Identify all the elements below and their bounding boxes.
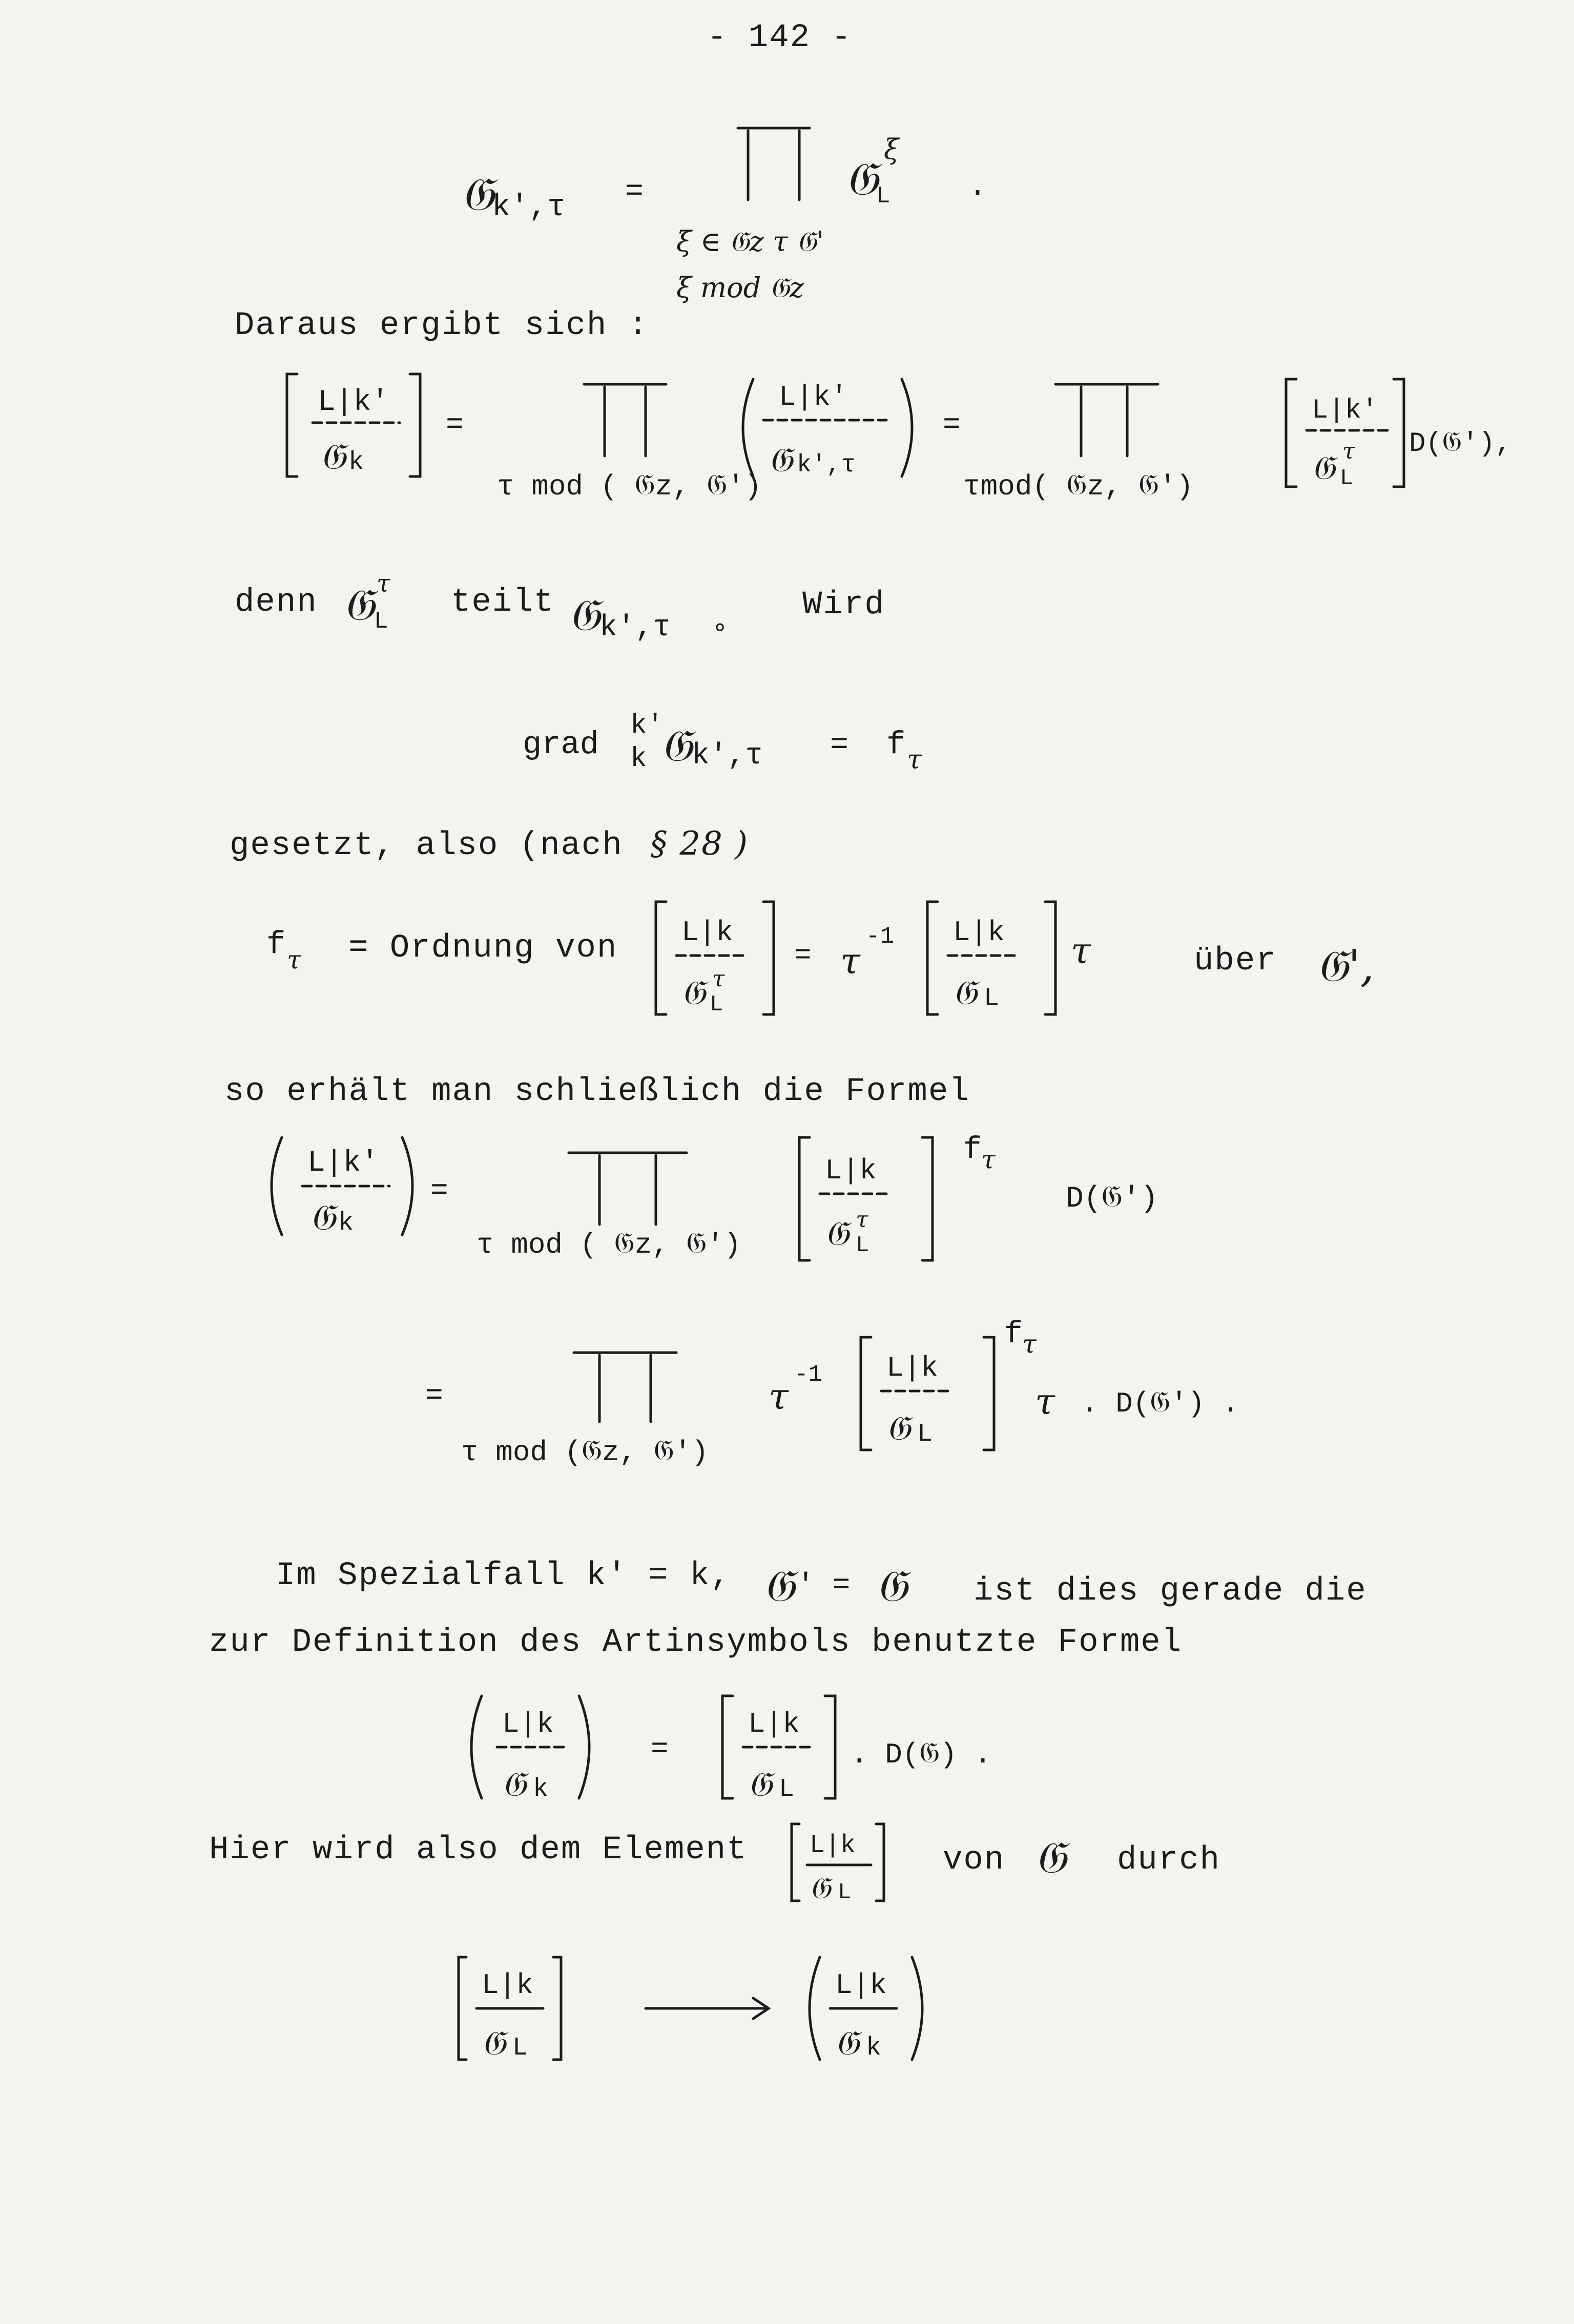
svg-text:τ mod ( 𝔊z, 𝔊'): τ mod ( 𝔊z, 𝔊') [477, 1229, 741, 1261]
svg-text:𝔊: 𝔊 [482, 2023, 506, 2063]
text-ist-dies: ist dies gerade die [974, 1573, 1367, 1610]
svg-text:𝔊: 𝔊 [748, 1765, 772, 1804]
svg-text:k: k [338, 1209, 354, 1238]
svg-text:=: = [430, 1175, 448, 1208]
formula-g-L-tau [338, 564, 441, 646]
formula-artin-decomposition [277, 359, 1558, 543]
svg-text:τ: τ [856, 1207, 868, 1233]
formula-G-eq [758, 1552, 953, 1624]
text-hier-wird: Hier wird also dem Element [209, 1832, 748, 1869]
svg-text:τ: τ [287, 945, 301, 974]
svg-text:L: L [779, 1775, 795, 1804]
svg-text:k: k [630, 743, 647, 775]
text-so-erhaelt: so erhält man schließlich die Formel [224, 1073, 970, 1110]
svg-text:𝔊: 𝔊 [320, 435, 346, 478]
svg-text:ξ mod 𝔊z: ξ mod 𝔊z [676, 272, 804, 304]
svg-text:L|k: L|k [748, 1708, 800, 1740]
svg-text:𝔊: 𝔊 [825, 1214, 849, 1253]
svg-text:L: L [838, 1880, 852, 1905]
svg-text:τmod( 𝔊z, 𝔊'): τmod( 𝔊z, 𝔊') [963, 470, 1194, 503]
text-teilt: teilt [451, 584, 555, 621]
svg-text:L: L [917, 1420, 933, 1449]
svg-text:𝔊: 𝔊 [835, 2023, 859, 2063]
svg-text:. D(𝔊') .: . D(𝔊') . [1081, 1387, 1239, 1420]
svg-text:D(𝔊'): D(𝔊') [1066, 1182, 1158, 1216]
formula-grad [523, 707, 984, 789]
svg-text:𝔊: 𝔊 [845, 152, 878, 206]
svg-text:L: L [512, 2034, 528, 2063]
formula-g-k-tau [564, 579, 728, 651]
svg-text:. D(𝔊) .: . D(𝔊) . [851, 1738, 992, 1771]
svg-text:k',τ: k',τ [797, 451, 856, 479]
svg-text:L|k: L|k [810, 1831, 856, 1860]
svg-text:L|k: L|k [953, 916, 1005, 949]
svg-text:𝔊: 𝔊 [461, 168, 494, 221]
svg-text:𝔊',: 𝔊', [1317, 941, 1375, 992]
svg-text:.: . [968, 170, 987, 204]
formula-product-definition [451, 113, 1025, 318]
formula-mapping [451, 1947, 1014, 2080]
section-reference: § 28 ) [651, 825, 749, 863]
svg-text:k: k [348, 448, 364, 477]
svg-text:L|k: L|k [825, 1154, 877, 1187]
svg-text:f: f [886, 727, 906, 763]
svg-text:τ mod (𝔊z, 𝔊'): τ mod (𝔊z, 𝔊') [461, 1436, 709, 1469]
text-durch: durch [1117, 1842, 1221, 1879]
text-von: von [943, 1842, 1005, 1879]
svg-text:k',τ: k',τ [599, 611, 671, 645]
svg-text:-1: -1 [866, 923, 895, 950]
svg-text:𝔊: 𝔊 [661, 720, 693, 772]
svg-text:L|k': L|k' [307, 1147, 379, 1180]
svg-text:ξ: ξ [884, 133, 899, 165]
svg-text:=: = [651, 1733, 669, 1767]
formula-G-prime [1312, 932, 1424, 1004]
svg-text:τ: τ [1022, 1329, 1037, 1359]
svg-text:f: f [963, 1133, 982, 1168]
svg-text:τ: τ [1071, 930, 1091, 972]
svg-text:L|k: L|k [502, 1708, 554, 1740]
svg-text:τ: τ [907, 744, 922, 775]
svg-text:L|k': L|k' [318, 386, 389, 419]
formula-final-2 [420, 1312, 1342, 1476]
text-ueber: über [1194, 943, 1277, 980]
svg-text:k',τ: k',τ [692, 739, 763, 773]
svg-text:𝔊: 𝔊 [763, 1561, 795, 1612]
svg-text:L|k': L|k' [779, 381, 848, 413]
svg-text:∘: ∘ [712, 614, 728, 644]
svg-text:k': k' [630, 710, 664, 741]
formula-element-bracket [784, 1814, 938, 1916]
formula-G [1030, 1824, 1081, 1896]
svg-text:=: = [446, 409, 464, 442]
svg-text:=: = [943, 409, 961, 442]
svg-text:𝔊: 𝔊 [1312, 449, 1335, 487]
svg-text:𝔊: 𝔊 [569, 590, 600, 641]
svg-text:L: L [984, 984, 1000, 1013]
svg-text:τ: τ [712, 966, 725, 992]
svg-text:L|k: L|k [835, 1969, 887, 2002]
svg-text:' =: ' = [797, 1569, 851, 1603]
svg-text:D(𝔊'),: D(𝔊'), [1409, 428, 1512, 460]
svg-text:=: = [794, 939, 812, 972]
svg-text:𝔊: 𝔊 [502, 1765, 526, 1804]
svg-text:𝔊: 𝔊 [310, 1196, 336, 1238]
svg-text:-1: -1 [794, 1361, 823, 1388]
svg-text:f: f [266, 926, 286, 963]
text-denn: denn [235, 584, 318, 621]
svg-text:L|k: L|k [886, 1352, 938, 1384]
svg-text:=: = [625, 175, 644, 210]
svg-text:=: = [425, 1380, 443, 1413]
svg-text:𝔊: 𝔊 [1035, 1832, 1067, 1883]
svg-text:grad: grad [523, 727, 599, 763]
svg-text:L: L [876, 183, 890, 210]
svg-text:τ: τ [981, 1145, 996, 1174]
text-ordnung: = Ordnung von [348, 930, 618, 967]
svg-text:k: k [866, 2034, 882, 2063]
svg-text:𝔊: 𝔊 [681, 973, 706, 1012]
svg-text:L|k: L|k [681, 916, 733, 949]
svg-text:=: = [830, 728, 849, 763]
svg-text:L|k: L|k [482, 1969, 533, 2002]
svg-text:ξ ∈ 𝔊z τ 𝔊': ξ ∈ 𝔊z τ 𝔊' [676, 225, 824, 258]
formula-final-1 [261, 1122, 1235, 1291]
svg-text:τ: τ [1035, 1381, 1055, 1423]
text-wird: Wird [802, 587, 885, 624]
svg-text:L: L [710, 992, 723, 1018]
svg-text:L: L [856, 1233, 869, 1258]
svg-text:L: L [374, 608, 388, 635]
page-number: - 142 - [707, 19, 852, 56]
svg-text:𝔊: 𝔊 [810, 1871, 831, 1905]
text-zur-definition: zur Definition des Artinsymbols benutzte Formel [209, 1624, 1183, 1661]
svg-text:𝔊: 𝔊 [769, 440, 793, 480]
svg-text:𝔊: 𝔊 [886, 1408, 910, 1448]
text-im-spezialfall: Im Spezialfall k' = k, [276, 1558, 731, 1594]
svg-text:τ: τ [840, 940, 860, 982]
svg-text:k',τ: k',τ [492, 190, 566, 225]
formula-artin-special [461, 1686, 1178, 1819]
svg-text:𝔊: 𝔊 [876, 1561, 908, 1612]
svg-text:𝔊: 𝔊 [953, 973, 977, 1012]
svg-text:τ: τ [1342, 438, 1355, 464]
svg-text:τ mod ( 𝔊z, 𝔊'): τ mod ( 𝔊z, 𝔊') [497, 470, 762, 503]
text-gesetzt: gesetzt, also (nach [230, 827, 623, 864]
svg-text:τ: τ [769, 1376, 789, 1418]
svg-text:L|k': L|k' [1312, 395, 1378, 426]
svg-text:τ: τ [377, 569, 390, 598]
svg-text:f: f [1004, 1317, 1023, 1352]
svg-text:L: L [1340, 466, 1354, 491]
text-daraus: Daraus ergibt sich : [235, 307, 649, 344]
svg-text:k: k [533, 1775, 549, 1804]
svg-text:𝔊: 𝔊 [343, 579, 375, 631]
